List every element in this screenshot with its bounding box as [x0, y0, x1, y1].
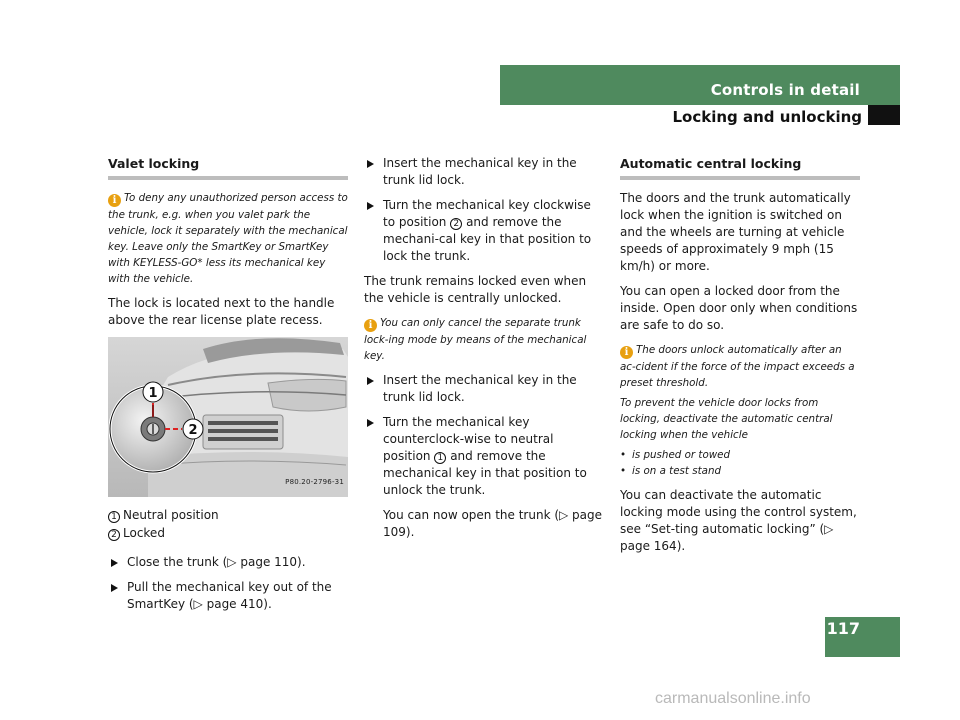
page-number: 117 [826, 619, 860, 638]
trunk-lock-illustration [108, 337, 348, 497]
figure-label: P80.20-2796-31 [285, 478, 344, 486]
heading-automatic-central-locking: Automatic central locking [620, 155, 860, 180]
position-number: 2 [450, 218, 462, 230]
legend-number: 2 [108, 529, 120, 541]
figure-callout-2: 2 [188, 423, 198, 438]
column-right [620, 155, 860, 563]
step-arrow-icon [367, 419, 374, 427]
bullet-item: • is pushed or towed [620, 447, 860, 463]
step-insert-key-again: Insert the mechanical key in the trunk lid lock. [364, 372, 604, 406]
step-arrow-icon [111, 559, 118, 567]
step-insert-key: Insert the mechanical key in the trunk lid lock. [364, 155, 604, 189]
chapter-header-box [500, 65, 900, 105]
figure-legend [108, 507, 348, 542]
legend-number: 1 [108, 511, 120, 523]
step-arrow-icon [367, 377, 374, 385]
lock-location-paragraph: The lock is located next to the handle above the rear license plate recess. [108, 296, 335, 327]
info-icon: i [364, 319, 377, 332]
column-middle [364, 155, 604, 549]
deactivate-paragraph: You can deactivate the automatic locking mode using the control system, see “Set-ting automatic locking” (▷ page 164). [620, 488, 857, 553]
open-locked-door-paragraph: You can open a locked door from the inside. Open door only when conditions are safe to do so. [620, 284, 858, 332]
step-pull-key: Pull the mechanical key out of the SmartKey (▷ page 410). [108, 579, 348, 613]
info-note-accident: i The doors unlock automatically after an ac-cident if the force of the impact exceeds a preset threshold. To prevent the vehicle door locks from locking, deactivate the automatic central locking when the vehicle • is pushed or towed • is on a test stand [620, 342, 860, 479]
chapter-title: Controls in detail [710, 81, 860, 99]
column-left [108, 155, 348, 621]
legend-item: 2 Locked [108, 525, 348, 542]
info-icon: i [108, 194, 121, 207]
bullet-item: • is on a test stand [620, 463, 860, 479]
figure-callout-1: 1 [148, 386, 158, 401]
watermark: carmanualsonline.info [655, 690, 811, 707]
step-close-trunk: Close the trunk (▷ page 110). [108, 554, 348, 571]
step-arrow-icon [367, 202, 374, 210]
info-icon: i [620, 346, 633, 359]
section-title: Locking and unlocking [672, 108, 862, 126]
step-arrow-icon [367, 160, 374, 168]
trunk-lock-figure [108, 337, 348, 497]
auto-lock-paragraph: The doors and the trunk automatically lock when the ignition is switched on and the wheels are turning at vehicle speeds of approximately 9 mph (15 km/h) or more. [620, 191, 851, 273]
step-arrow-icon [111, 584, 118, 592]
heading-valet-locking: Valet locking [108, 155, 348, 180]
position-number: 1 [434, 452, 446, 464]
section-tab-marker [868, 105, 900, 125]
info-note-valet: i To deny any unauthorized person access to the trunk, e.g. when you valet park the vehicle, lock it separately with the mechanical key. Leave only the SmartKey or SmartKey with KEYLESS-GO* less its mechanical key with the vehicle. [108, 192, 348, 285]
step-turn-clockwise: Turn the mechanical key clockwise to position 2 and remove the mechani-cal key in that position to lock the trunk. [364, 197, 604, 265]
info-note-cancel: i You can only cancel the separate trunk lock-ing mode by means of the mechanical key. [364, 317, 587, 362]
trunk-remains-locked-paragraph: The trunk remains locked even when the vehicle is centrally unlocked. [364, 274, 587, 305]
page-number-box [825, 617, 900, 657]
step-turn-counterclockwise: Turn the mechanical key counterclock-wise to neutral position 1 and remove the mechanical key in that position to unlock the trunk. You can now open the trunk (▷ page 109). [364, 414, 604, 541]
info-prevent-locking: To prevent the vehicle door locks from locking, deactivate the automatic central locking when the vehicle [620, 397, 833, 441]
legend-item: 1 Neutral position [108, 507, 348, 524]
open-trunk-note: You can now open the trunk (▷ page 109). [383, 508, 603, 539]
